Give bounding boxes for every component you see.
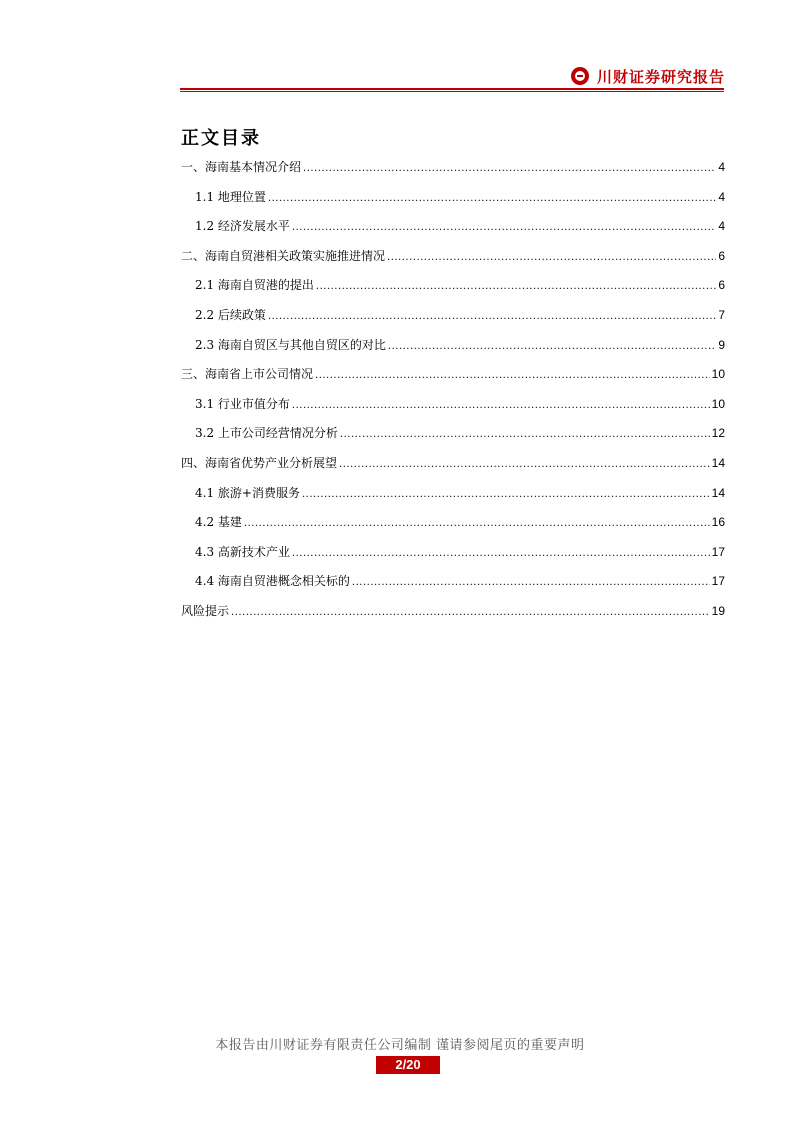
brand-name: 川财证券研究报告 [596, 67, 725, 86]
toc-entry-label: 3.1 行业市值分布 [195, 396, 290, 411]
toc-entry[interactable] [181, 365, 725, 395]
footer-disclaimer: 本报告由川财证券有限责任公司编制 谨请参阅尾页的重要声明 [215, 1038, 585, 1053]
toc-entry-label: 4.1 旅游+消费服务 [195, 485, 300, 500]
toc-entry-label: 2.3 海南自贸区与其他自贸区的对比 [195, 337, 386, 352]
toc-entry-label: 四、海南省优势产业分析展望 [181, 455, 338, 470]
toc-entry-label: 4.2 基建 [195, 515, 242, 530]
toc-entry-label: 2.2 后续政策 [195, 307, 266, 322]
toc-leader-dots [292, 548, 710, 559]
toc-entry-page: 7 [718, 307, 725, 322]
toc-entry-label: 二、海南自贸港相关政策实施推进情况 [181, 248, 386, 263]
toc-entry-page: 17 [711, 544, 725, 559]
toc-entry[interactable] [181, 247, 725, 277]
toc-title: 正文目录 [181, 128, 261, 149]
toc-entry-page: 16 [711, 515, 725, 530]
toc-leader-dots [268, 311, 716, 322]
toc-entry-page: 9 [718, 337, 725, 352]
toc-leader-dots [339, 459, 710, 470]
toc-entry-label: 4.3 高新技术产业 [195, 544, 290, 559]
toc-entry[interactable] [181, 395, 725, 425]
toc-entry-page: 12 [711, 426, 725, 441]
header-rule-thin [180, 91, 724, 92]
toc-entry-label: 1.2 经济发展水平 [195, 219, 290, 234]
chuancai-logo-icon [571, 67, 589, 85]
toc-leader-dots [315, 370, 710, 381]
toc-entry-page: 19 [711, 603, 725, 618]
toc-entry[interactable] [181, 336, 725, 366]
header-rule [180, 88, 724, 90]
toc-entry[interactable] [181, 158, 725, 188]
toc-entry-page: 14 [711, 485, 725, 500]
toc-entry-label: 3.2 上市公司经营情况分析 [195, 426, 338, 441]
page-number-badge: 2/20 [376, 1056, 440, 1074]
report-header [571, 64, 725, 88]
toc-entry[interactable] [181, 217, 725, 247]
toc-entry-label: 4.4 海南自贸港概念相关标的 [195, 574, 350, 589]
toc-entry-page: 14 [711, 455, 725, 470]
toc-entry-page: 17 [711, 574, 725, 589]
toc-entry[interactable] [181, 484, 725, 514]
toc-entry-label: 1.1 地理位置 [195, 189, 266, 204]
toc-entry-page: 10 [711, 367, 725, 382]
toc-entry-label: 一、海南基本情况介绍 [181, 160, 302, 174]
toc-leader-dots [292, 400, 710, 411]
toc-entry-label: 三、海南省上市公司情况 [181, 367, 314, 382]
toc-entry-label: 风险提示 [181, 603, 230, 618]
toc-entry-page: 6 [718, 278, 725, 293]
toc-leader-dots [388, 341, 716, 352]
toc-leader-dots [387, 252, 716, 263]
toc-leader-dots [352, 577, 710, 588]
toc-leader-dots [292, 222, 716, 233]
toc-entry[interactable] [181, 276, 725, 306]
toc-entry-label: 2.1 海南自贸港的提出 [195, 278, 314, 293]
toc-leader-dots [340, 429, 710, 440]
toc-entry-page: 4 [718, 189, 725, 204]
toc-entry-page: 6 [718, 248, 725, 263]
toc-entry[interactable] [181, 188, 725, 218]
toc-entry[interactable] [181, 454, 725, 484]
toc-leader-dots [316, 281, 716, 292]
toc-entry[interactable] [181, 543, 725, 573]
toc-leader-dots [231, 607, 710, 618]
toc-entry[interactable] [181, 424, 725, 454]
toc-entry[interactable] [181, 306, 725, 336]
toc-leader-dots [303, 163, 716, 174]
table-of-contents [181, 158, 725, 632]
toc-entry-page: 10 [711, 396, 725, 411]
toc-entry-page: 4 [718, 160, 725, 174]
toc-entry[interactable] [181, 513, 725, 543]
toc-entry[interactable] [181, 572, 725, 602]
toc-leader-dots [244, 518, 710, 529]
toc-entry-page: 4 [718, 219, 725, 234]
toc-leader-dots [302, 489, 710, 500]
toc-leader-dots [268, 193, 716, 204]
toc-entry[interactable] [181, 602, 725, 632]
